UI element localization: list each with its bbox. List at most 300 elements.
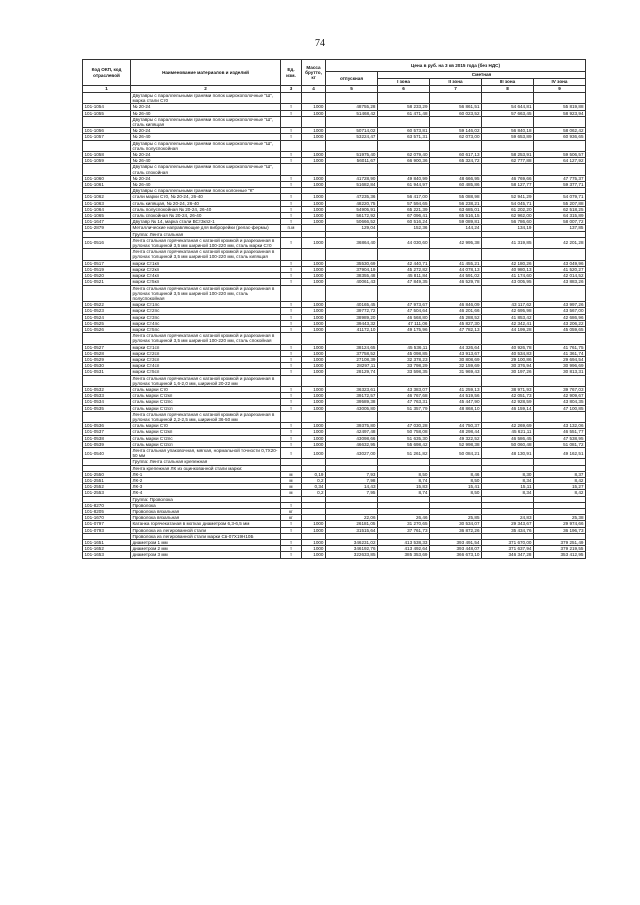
price-cell bbox=[482, 249, 534, 260]
price-cell bbox=[378, 333, 430, 344]
estimate-price-zone-2: 56 238,21 bbox=[430, 200, 482, 206]
price-cell bbox=[430, 140, 482, 151]
col-number: 3 bbox=[281, 86, 302, 93]
row-mass: 1000 bbox=[302, 540, 326, 546]
row-mass: 1000 bbox=[302, 152, 326, 158]
row-code: 101-1651 bbox=[83, 540, 131, 546]
estimate-price-zone-3: 52 941,29 bbox=[482, 194, 534, 200]
row-code: 101-0517 bbox=[83, 260, 131, 266]
row-code: 101-0529 bbox=[83, 356, 131, 362]
row-code: 101-0528 bbox=[83, 350, 131, 356]
price-cell bbox=[534, 164, 586, 175]
material-name: диаметром 2 мм bbox=[131, 546, 281, 552]
estimate-price-zone-2: 41 455,21 bbox=[430, 260, 482, 266]
row-code: 101-0532 bbox=[83, 386, 131, 392]
estimate-price-zone-2: 45 447,90 bbox=[430, 399, 482, 405]
estimate-price-zone-1: 413 492,64 bbox=[378, 546, 430, 552]
estimate-price-zone-3: 42 180,26 bbox=[482, 260, 534, 266]
price-cell bbox=[430, 375, 482, 386]
row-code: 101-0526 bbox=[83, 326, 131, 332]
estimate-price-zone-2: 65 516,15 bbox=[430, 213, 482, 219]
material-name: марки Ст2кп bbox=[131, 266, 281, 272]
row-code: 101-0536 bbox=[83, 423, 131, 429]
row-code: 101-0520 bbox=[83, 273, 131, 279]
release-price: 38989,20 bbox=[326, 314, 378, 320]
group-heading: Двутавры с параллельными гранями полок широкополочные "Ш", сталь полуспокойная bbox=[131, 140, 281, 151]
estimate-price-zone-1: 152,36 bbox=[378, 225, 430, 231]
row-code: 101-0519 bbox=[83, 266, 131, 272]
release-price: 7,95 bbox=[326, 490, 378, 496]
group-heading-row bbox=[83, 285, 586, 302]
estimate-price-zone-2: 46 846,09 bbox=[430, 302, 482, 308]
estimate-price-zone-3: 29 343,67 bbox=[482, 521, 534, 527]
row-mass: 1000 bbox=[302, 435, 326, 441]
estimate-price-zone-3: 45 621,11 bbox=[482, 429, 534, 435]
price-cell bbox=[430, 93, 482, 104]
row-code: 101-0522 bbox=[83, 302, 131, 308]
release-price: 36323,61 bbox=[326, 386, 378, 392]
release-price: 346231,02 bbox=[326, 540, 378, 546]
material-name: № 20-24 bbox=[131, 104, 281, 110]
price-cell bbox=[534, 140, 586, 151]
estimate-price-zone-2: 49 322,52 bbox=[430, 435, 482, 441]
estimate-price-zone-3: 46 159,14 bbox=[482, 405, 534, 411]
row-code bbox=[83, 164, 131, 175]
estimate-price-zone-4: 36 196,73 bbox=[534, 527, 586, 533]
release-price: 26181,05 bbox=[326, 521, 378, 527]
release-price: 31515,64 bbox=[326, 527, 378, 533]
estimate-price-zone-1: 37 761,73 bbox=[378, 527, 430, 533]
estimate-price-zone-2: 30 534,07 bbox=[430, 521, 482, 527]
row-code: 101-0535 bbox=[83, 405, 131, 411]
estimate-price-zone-4: 137,85 bbox=[534, 225, 586, 231]
row-unit: т bbox=[281, 540, 302, 546]
row-mass: 1000 bbox=[302, 158, 326, 164]
estimate-price-zone-3: 346 347,28 bbox=[482, 552, 534, 558]
release-price: 39172,57 bbox=[326, 393, 378, 399]
header-price-title: Цена в руб. на 3 кв 2015 года (без НДС) bbox=[326, 60, 586, 72]
estimate-price-zone-4: 25,38 bbox=[534, 515, 586, 521]
estimate-price-zone-3: 24,83 bbox=[482, 515, 534, 521]
estimate-price-zone-1: 66 900,36 bbox=[378, 158, 430, 164]
material-name: сталь полуспокойная № 20-24, 26-40 bbox=[131, 206, 281, 212]
estimate-price-zone-3: 42 269,69 bbox=[482, 423, 534, 429]
release-price: 7,98 bbox=[326, 478, 378, 484]
col-number: 5 bbox=[326, 86, 378, 93]
estimate-price-zone-4: 42 686,96 bbox=[534, 314, 586, 320]
material-name: марки Ст1пс bbox=[131, 302, 281, 308]
group-heading: Группа: Лента стальная bbox=[131, 231, 281, 237]
price-cell bbox=[378, 140, 430, 151]
price-cell bbox=[378, 93, 430, 104]
estimate-price-zone-3: 43 117,62 bbox=[482, 302, 534, 308]
estimate-price-zone-3: 41 319,85 bbox=[482, 237, 534, 248]
row-unit bbox=[281, 285, 302, 302]
row-unit: т bbox=[281, 219, 302, 225]
row-mass bbox=[302, 285, 326, 302]
material-name: Проволока вязальная bbox=[131, 515, 281, 521]
estimate-price-zone-3: 8,30 bbox=[482, 471, 534, 477]
row-unit: т bbox=[281, 521, 302, 527]
material-name: Катанка горячекатаная в мотках диаметром 6,3-6,5 мм bbox=[131, 521, 281, 527]
row-code: 101-1647 bbox=[83, 219, 131, 225]
release-price: 39589,38 bbox=[326, 399, 378, 405]
row-unit: т bbox=[281, 213, 302, 219]
price-table bbox=[82, 59, 586, 559]
estimate-price-zone-3: 15,11 bbox=[482, 484, 534, 490]
estimate-price-zone-4: 43 206,22 bbox=[534, 320, 586, 326]
estimate-price-zone-3: 8,34 bbox=[482, 490, 534, 496]
estimate-price-zone-2: 8,50 bbox=[430, 490, 482, 496]
row-mass: 1000 bbox=[302, 423, 326, 429]
estimate-price-zone-3: 371 670,00 bbox=[482, 540, 534, 546]
group-heading: Проволока из легированной стали марки Св-07Х19Н10Б bbox=[131, 533, 281, 539]
release-price: 54905,91 bbox=[326, 206, 378, 212]
col-number: 2 bbox=[131, 86, 281, 93]
row-mass: 0,2 bbox=[302, 478, 326, 484]
release-price: 35530,69 bbox=[326, 260, 378, 266]
group-heading-row bbox=[83, 116, 586, 127]
row-code: 101-0533 bbox=[83, 393, 131, 399]
estimate-price-zone-3: 134,19 bbox=[482, 225, 534, 231]
estimate-price-zone-1: 26,46 bbox=[378, 515, 430, 521]
price-cell bbox=[534, 411, 586, 422]
estimate-price-zone-4: 30 996,69 bbox=[534, 363, 586, 369]
estimate-price-zone-3: 54 045,71 bbox=[482, 200, 534, 206]
estimate-price-zone-2: 47 782,13 bbox=[430, 326, 482, 332]
row-code bbox=[83, 116, 131, 127]
estimate-price-zone-3: 44 199,28 bbox=[482, 326, 534, 332]
row-unit: т bbox=[281, 237, 302, 248]
row-unit bbox=[281, 333, 302, 344]
estimate-price-zone-1: 51 261,82 bbox=[378, 447, 430, 458]
material-name: сталь марки Ст2пс bbox=[131, 399, 281, 405]
price-cell bbox=[326, 164, 378, 175]
group-heading: Лента стальная горячекатаная с катаной кромкой и разрезанная в рулонах толщиной 3,5 мм шириной 100-220 мм, сталь полуспокойная bbox=[131, 285, 281, 302]
estimate-price-zone-2: 46 529,78 bbox=[430, 279, 482, 285]
estimate-price-zone-2: 15,41 bbox=[430, 484, 482, 490]
estimate-price-zone-3: 56 840,18 bbox=[482, 128, 534, 134]
estimate-price-zone-4: 64 127,92 bbox=[534, 158, 586, 164]
estimate-price-zone-4: 39 767,03 bbox=[534, 386, 586, 392]
estimate-price-zone-3: 40 926,78 bbox=[482, 344, 534, 350]
estimate-price-zone-4: 45 059,65 bbox=[534, 326, 586, 332]
estimate-price-zone-1: 58 233,29 bbox=[378, 104, 430, 110]
row-unit: т bbox=[281, 200, 302, 206]
row-unit: т bbox=[281, 399, 302, 405]
row-mass: 1000 bbox=[302, 344, 326, 350]
price-cell bbox=[482, 333, 534, 344]
row-code: 101-1061 bbox=[83, 182, 131, 188]
row-code: 101-1065 bbox=[83, 213, 131, 219]
estimate-price-zone-4: 42 909,67 bbox=[534, 393, 586, 399]
release-price: 37758,52 bbox=[326, 350, 378, 356]
estimate-price-zone-1: 385 353,69 bbox=[378, 552, 430, 558]
header-okp-code: Код ОКП, код отраслевой bbox=[83, 60, 131, 86]
material-name: № 20-24 bbox=[131, 152, 281, 158]
row-unit: т bbox=[281, 182, 302, 188]
row-mass: 1000 bbox=[302, 393, 326, 399]
header-material-name: Наименование материалов и изделий bbox=[131, 60, 281, 86]
estimate-price-zone-4: 59 377,71 bbox=[534, 182, 586, 188]
estimate-price-zone-2: 52 998,38 bbox=[430, 441, 482, 447]
row-mass: 1000 bbox=[302, 219, 326, 225]
estimate-price-zone-3: 8,34 bbox=[482, 478, 534, 484]
group-heading: Двутавры с параллельными гранями полок колонные "К" bbox=[131, 188, 281, 194]
estimate-price-zone-1: 61 944,97 bbox=[378, 182, 430, 188]
estimate-price-zone-2: 144,24 bbox=[430, 225, 482, 231]
material-name: ЛК-4 bbox=[131, 490, 281, 496]
price-cell bbox=[326, 411, 378, 422]
estimate-price-zone-2: 59 146,02 bbox=[430, 128, 482, 134]
row-unit: т bbox=[281, 502, 302, 508]
row-unit: т bbox=[281, 308, 302, 314]
material-name: Лента стальная упаковочная, мягкая, нормальной точности 0,7Х20-50 мм bbox=[131, 447, 281, 458]
row-unit bbox=[281, 164, 302, 175]
estimate-price-zone-2: 60 617,13 bbox=[430, 152, 482, 158]
material-name: марки Ст5кп bbox=[131, 279, 281, 285]
estimate-price-zone-2: 44 519,56 bbox=[430, 393, 482, 399]
estimate-price-zone-3: 30 197,26 bbox=[482, 369, 534, 375]
row-unit bbox=[281, 411, 302, 422]
estimate-price-zone-1: 60 573,81 bbox=[378, 128, 430, 134]
material-name: № 20-24 bbox=[131, 128, 281, 134]
row-unit bbox=[281, 140, 302, 151]
row-mass: 1000 bbox=[302, 260, 326, 266]
row-code bbox=[83, 411, 131, 422]
price-cell bbox=[326, 333, 378, 344]
estimate-price-zone-1: 56 417,00 bbox=[378, 194, 430, 200]
price-cell bbox=[430, 116, 482, 127]
estimate-price-zone-1: 8,74 bbox=[378, 478, 430, 484]
row-code: 101-0793 bbox=[83, 527, 131, 533]
price-cell bbox=[378, 285, 430, 302]
material-name: Металлические направляющие для виброрейки (релас-фермы) bbox=[131, 225, 281, 231]
row-mass: 1000 bbox=[302, 527, 326, 533]
estimate-price-zone-3: 46 769,66 bbox=[482, 175, 534, 181]
col-number: 4 bbox=[302, 86, 326, 93]
material-name: стали марки Ст0, № 20-24, 26-40 bbox=[131, 194, 281, 200]
row-mass: 1000 bbox=[302, 441, 326, 447]
row-unit: т bbox=[281, 326, 302, 332]
row-code: 101-0797 bbox=[83, 521, 131, 527]
estimate-price-zone-3: 42 051,73 bbox=[482, 393, 534, 399]
price-cell bbox=[534, 93, 586, 104]
row-unit: м bbox=[281, 490, 302, 496]
col-number: 7 bbox=[430, 86, 482, 93]
release-price: 50666,52 bbox=[326, 219, 378, 225]
price-cell bbox=[430, 411, 482, 422]
header-estimate-price: Сметная bbox=[378, 72, 586, 79]
release-price: 27108,39 bbox=[326, 356, 378, 362]
price-cell bbox=[482, 285, 534, 302]
release-price: 56172,92 bbox=[326, 213, 378, 219]
row-code: 101-8205 bbox=[83, 509, 131, 515]
row-code: 101-1054 bbox=[83, 104, 131, 110]
estimate-price-zone-2: 48 666,95 bbox=[430, 175, 482, 181]
row-unit: т bbox=[281, 128, 302, 134]
header-zone-3: III зона bbox=[482, 79, 534, 86]
estimate-price-zone-2: 44 326,64 bbox=[430, 344, 482, 350]
row-mass: 0,2 bbox=[302, 490, 326, 496]
row-unit: т bbox=[281, 552, 302, 558]
row-mass: 1000 bbox=[302, 363, 326, 369]
estimate-price-zone-2: 44 750,37 bbox=[430, 423, 482, 429]
row-mass bbox=[302, 140, 326, 151]
row-mass: 1000 bbox=[302, 320, 326, 326]
group-heading: Группа: Лента стальная крепежная bbox=[131, 459, 281, 465]
release-price: 46632,95 bbox=[326, 441, 378, 447]
header-zone-2: II зона bbox=[430, 79, 482, 86]
estimate-price-zone-4: 379 251,49 bbox=[534, 540, 586, 546]
material-name: марки Ст5сп bbox=[131, 369, 281, 375]
estimate-price-zone-3: 46 586,45 bbox=[482, 435, 534, 441]
row-unit: т bbox=[281, 350, 302, 356]
estimate-price-zone-1: 44 030,60 bbox=[378, 237, 430, 248]
row-mass: 1000 bbox=[302, 447, 326, 458]
estimate-price-zone-4: 43 049,96 bbox=[534, 260, 586, 266]
material-name: ЛК-2 bbox=[131, 478, 281, 484]
row-unit: т bbox=[281, 344, 302, 350]
row-unit: т bbox=[281, 266, 302, 272]
material-name: сталь марки Ст2пс bbox=[131, 435, 281, 441]
estimate-price-zone-3: 56 786,60 bbox=[482, 219, 534, 225]
estimate-price-zone-1: 8,74 bbox=[378, 490, 430, 496]
estimate-price-zone-2: 56 861,51 bbox=[430, 104, 482, 110]
material-name: сталь марки Ст2кп bbox=[131, 393, 281, 399]
estimate-price-zone-1: 31 270,65 bbox=[378, 521, 430, 527]
group-heading-row bbox=[83, 164, 586, 175]
estimate-price-zone-4: 60 936,65 bbox=[534, 134, 586, 140]
material-name: марки Ст4кп bbox=[131, 273, 281, 279]
material-name: диаметром 3 мм bbox=[131, 552, 281, 558]
row-unit: т bbox=[281, 527, 302, 533]
row-code: 101-1670 bbox=[83, 515, 131, 521]
material-name: сталь марки Ст2кп bbox=[131, 429, 281, 435]
estimate-price-zone-2: 25,85 bbox=[430, 515, 482, 521]
estimate-price-zone-4: 51 081,72 bbox=[534, 441, 586, 447]
row-unit: т bbox=[281, 423, 302, 429]
estimate-price-zone-1: 47 111,06 bbox=[378, 320, 430, 326]
estimate-price-zone-4: 59 506,57 bbox=[534, 152, 586, 158]
material-name: сталь марки Ст0 bbox=[131, 386, 281, 392]
row-unit: т bbox=[281, 152, 302, 158]
row-code: 101-2553 bbox=[83, 490, 131, 496]
estimate-price-zone-2: 43 913,67 bbox=[430, 350, 482, 356]
price-cell bbox=[326, 140, 378, 151]
row-unit: кг bbox=[281, 509, 302, 515]
row-unit: т bbox=[281, 546, 302, 552]
row-code: 101-0534 bbox=[83, 399, 131, 405]
row-mass: 1000 bbox=[302, 175, 326, 181]
estimate-price-zone-4: 379 219,55 bbox=[534, 546, 586, 552]
estimate-price-zone-4: 42 201,28 bbox=[534, 237, 586, 248]
group-heading: Двутавры с параллельными гранями полок широкополочные "Ш", сталь кипящая bbox=[131, 116, 281, 127]
release-price: 56011,67 bbox=[326, 158, 378, 164]
row-unit bbox=[281, 375, 302, 386]
estimate-price-zone-1: 51 635,30 bbox=[378, 435, 430, 441]
row-unit: п.м bbox=[281, 225, 302, 231]
estimate-price-zone-4: 42 014,52 bbox=[534, 273, 586, 279]
row-mass: 1000 bbox=[302, 350, 326, 356]
price-cell bbox=[430, 164, 482, 175]
release-price: 7,93 bbox=[326, 471, 378, 477]
row-unit: т bbox=[281, 134, 302, 140]
material-name: марки Ст5пс bbox=[131, 326, 281, 332]
group-heading-row bbox=[83, 249, 586, 260]
row-code: 101-1652 bbox=[83, 546, 131, 552]
header-zone-1: I зона bbox=[378, 79, 430, 86]
price-cell bbox=[430, 333, 482, 344]
estimate-price-zone-4: 47 775,37 bbox=[534, 175, 586, 181]
material-name: № 26-40 bbox=[131, 110, 281, 116]
release-price: 51682,84 bbox=[326, 182, 378, 188]
estimate-price-zone-1: 47 030,28 bbox=[378, 423, 430, 429]
release-price: 48755,28 bbox=[326, 104, 378, 110]
price-cell bbox=[482, 140, 534, 151]
estimate-price-zone-1: 8,50 bbox=[378, 471, 430, 477]
estimate-price-zone-3: 42 928,59 bbox=[482, 399, 534, 405]
group-heading: Лента крепежная ЛК из оцинкованной стали марки: bbox=[131, 465, 281, 471]
estimate-price-zone-3: 58 127,77 bbox=[482, 182, 534, 188]
row-code: 101-8270 bbox=[83, 502, 131, 508]
price-cell bbox=[430, 249, 482, 260]
estimate-price-zone-2: 36 872,26 bbox=[430, 527, 482, 533]
estimate-price-zone-1: 47 763,31 bbox=[378, 399, 430, 405]
estimate-price-zone-3: 41 174,60 bbox=[482, 273, 534, 279]
row-mass: 1000 bbox=[302, 134, 326, 140]
release-price: 42497,48 bbox=[326, 429, 378, 435]
row-code bbox=[83, 140, 131, 151]
header-unit: Ед. изм. bbox=[281, 60, 302, 86]
row-mass bbox=[302, 116, 326, 127]
release-price: 43098,66 bbox=[326, 435, 378, 441]
price-cell bbox=[534, 375, 586, 386]
row-code: 101-1062 bbox=[83, 194, 131, 200]
material-name: сталь марки Ст2сп bbox=[131, 441, 281, 447]
row-mass: 1000 bbox=[302, 369, 326, 375]
group-heading: Двутавры с параллельными гранями полок широкополочные "Ш", сталь спокойная bbox=[131, 164, 281, 175]
price-cell bbox=[482, 164, 534, 175]
row-unit: т bbox=[281, 447, 302, 458]
row-unit: т bbox=[281, 175, 302, 181]
estimate-price-zone-2: 45 827,30 bbox=[430, 320, 482, 326]
estimate-price-zone-4: 43 567,00 bbox=[534, 308, 586, 314]
estimate-price-zone-3: 61 202,20 bbox=[482, 206, 534, 212]
estimate-price-zone-1: 49 175,96 bbox=[378, 326, 430, 332]
price-cell bbox=[378, 411, 430, 422]
row-mass: 1000 bbox=[302, 546, 326, 552]
material-name: марки Ст1сп bbox=[131, 344, 281, 350]
release-price: 346192,76 bbox=[326, 546, 378, 552]
row-unit: м bbox=[281, 478, 302, 484]
row-unit bbox=[281, 93, 302, 104]
release-price: 50714,02 bbox=[326, 128, 378, 134]
estimate-price-zone-1: 46 767,68 bbox=[378, 393, 430, 399]
row-mass: 1000 bbox=[302, 326, 326, 332]
row-mass: 1000 bbox=[302, 110, 326, 116]
group-heading: Лента стальная горячекатаная с катаной кромкой и разрезанная в рулонах толщиной 1,6-2,0 мм, шириной 20-22 мм bbox=[131, 375, 281, 386]
release-price: 39443,32 bbox=[326, 320, 378, 326]
price-cell bbox=[326, 93, 378, 104]
row-unit: т bbox=[281, 279, 302, 285]
row-unit: т bbox=[281, 206, 302, 212]
row-unit: т bbox=[281, 429, 302, 435]
row-mass: 1000 bbox=[302, 386, 326, 392]
estimate-price-zone-2: 60 485,86 bbox=[430, 182, 482, 188]
row-mass: 1000 bbox=[302, 302, 326, 308]
price-cell bbox=[378, 116, 430, 127]
